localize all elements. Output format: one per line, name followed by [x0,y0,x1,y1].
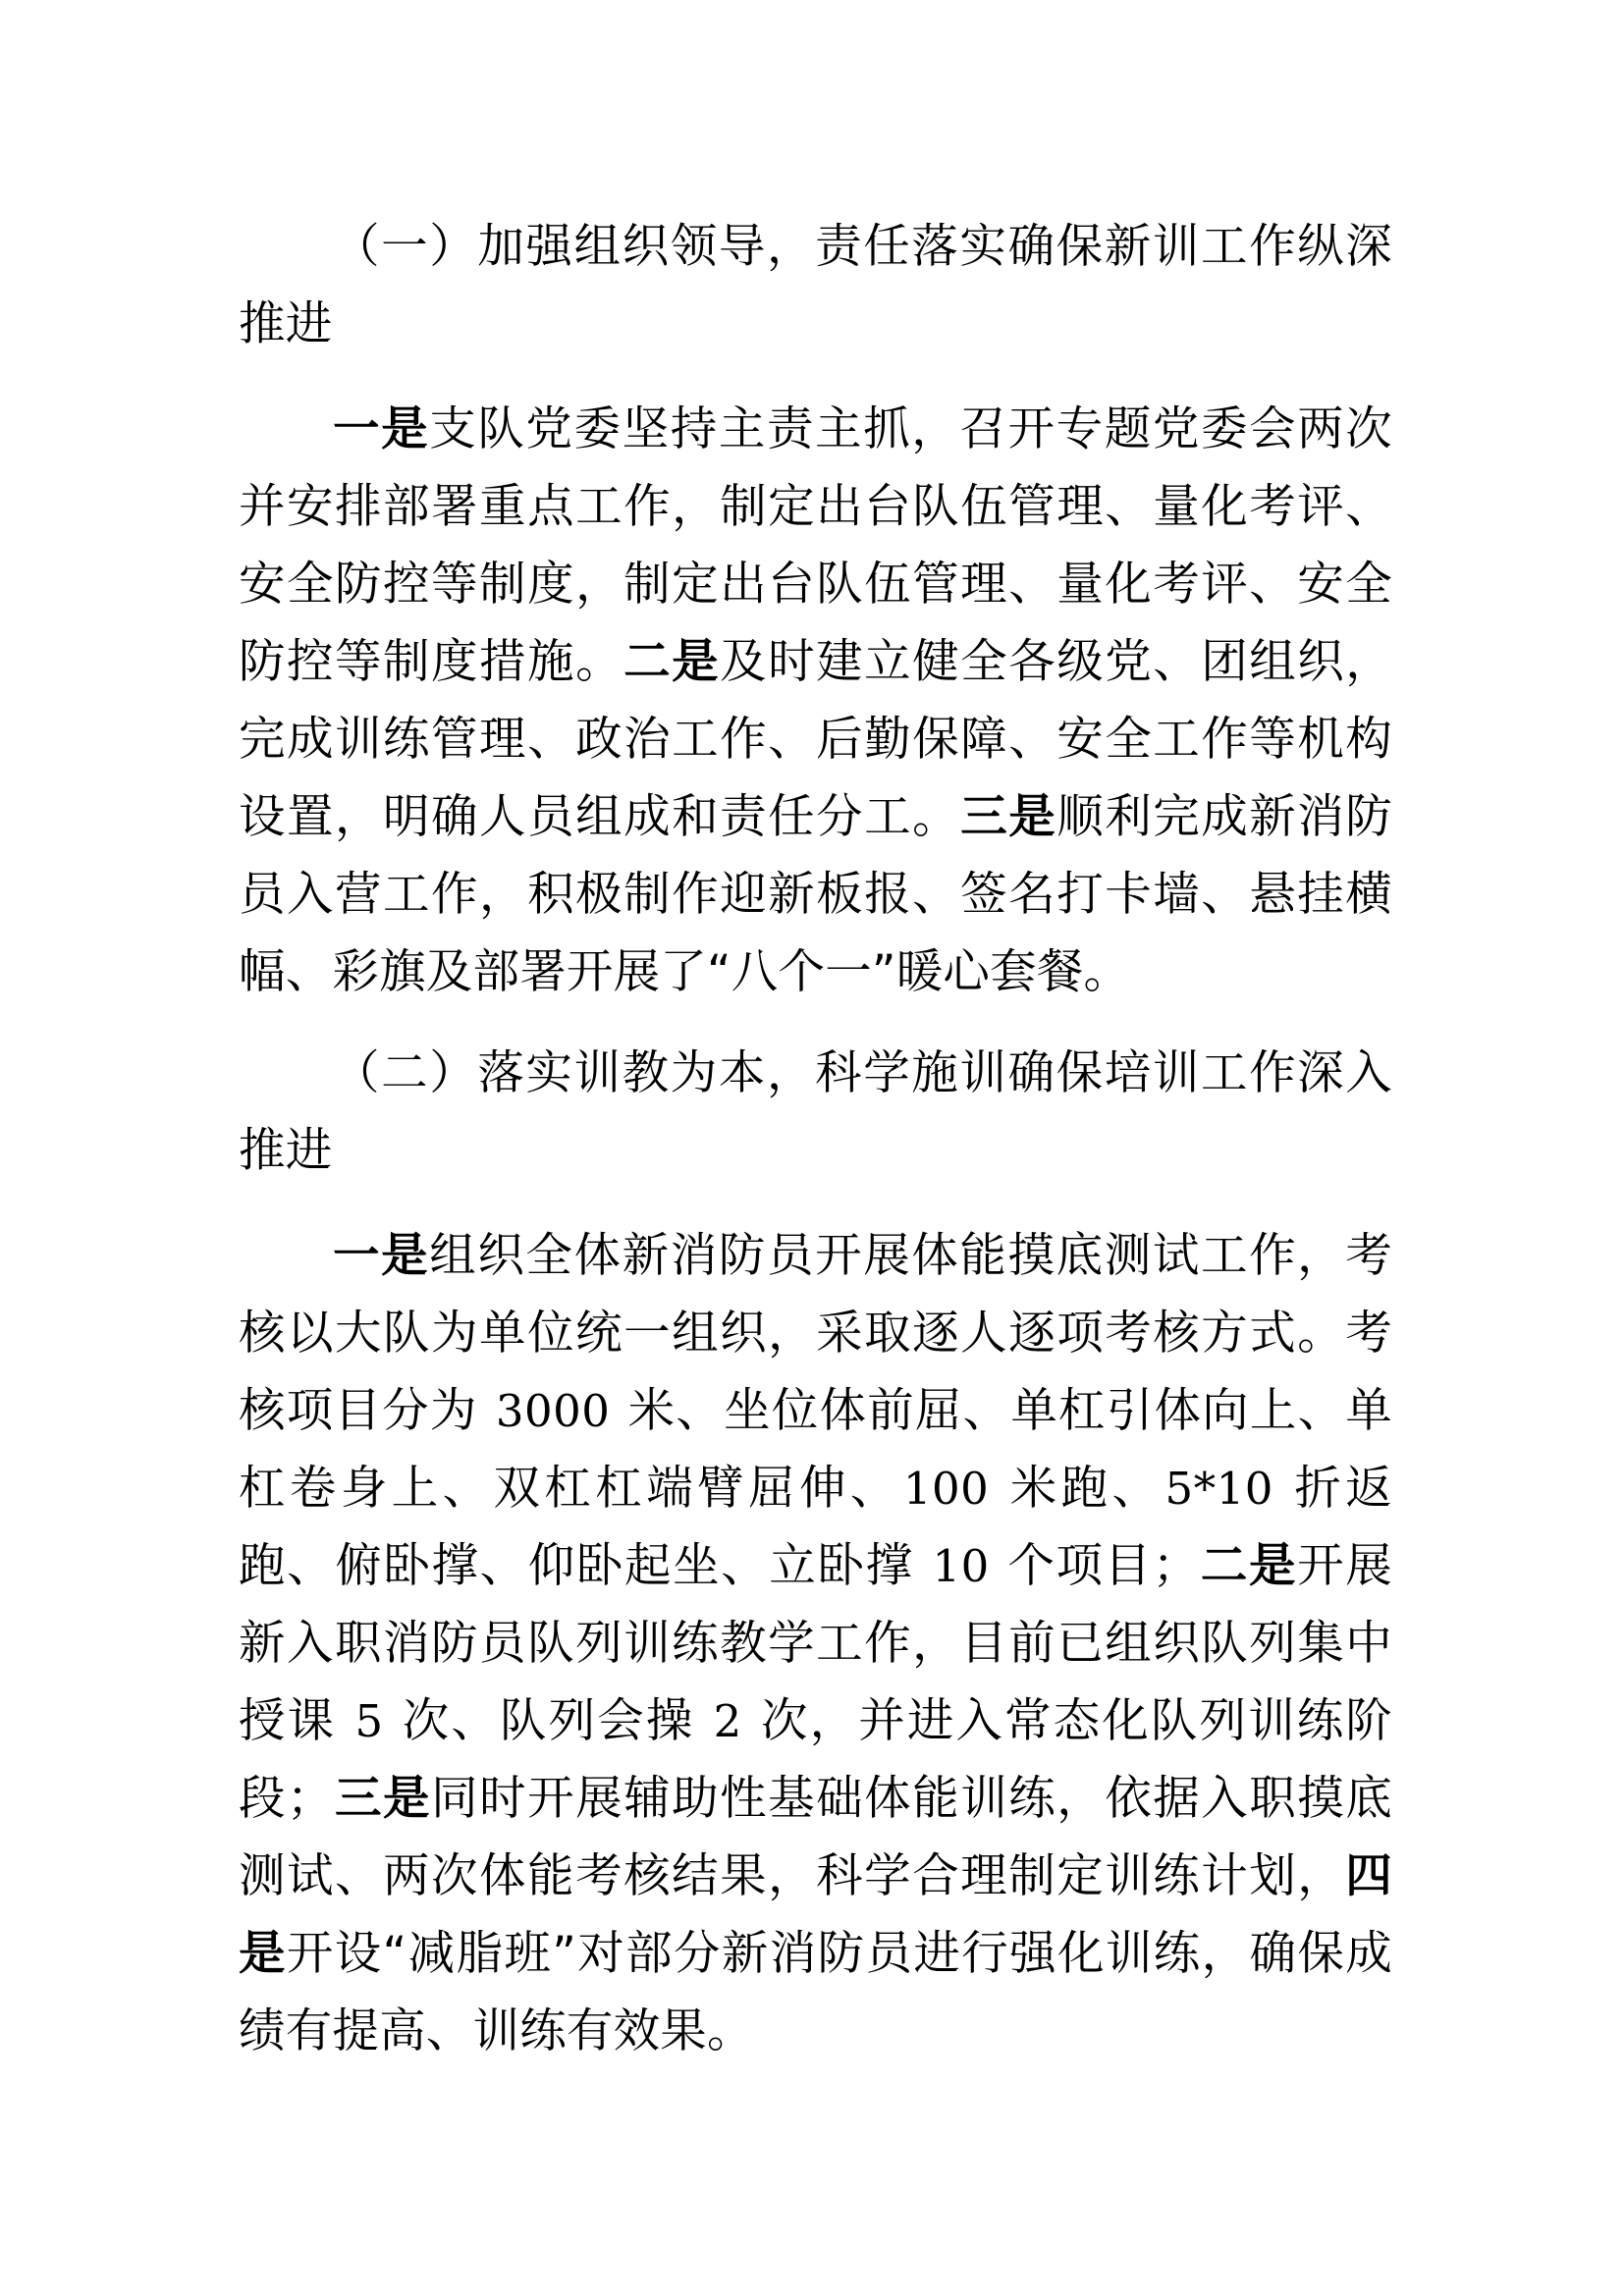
enumerator-yi-shi-2: 一是 [333,1229,430,1283]
section-paragraph-1 [239,391,1392,1011]
document-body [239,208,1392,2080]
run-text-2-4: 折返跑、俯卧撑、仰卧起坐、立卧撑 [239,1462,1392,1593]
enumerator-san-shi-1: 三是 [960,790,1057,844]
run-text-2-5: 个项目； [991,1539,1200,1593]
number-100: 100 [902,1463,990,1515]
enumerator-yi-shi-1: 一是 [333,402,430,456]
run-text-2-10: 开设“减脂班”对部分新消防员进行强化训练，确保成绩有提高、训练有效果。 [239,1927,1393,2058]
run-text-2-1: 组织全体新消防员开展体能摸底测试工作，考核以大队为单位统一组织，采取逐人逐项考核方式。考核项目分为 [239,1229,1392,1438]
number-5: 5 [354,1695,384,1747]
section-paragraph-2 [239,1217,1392,2070]
enumerator-er-shi-1: 二是 [623,635,721,689]
run-text-1-2: 及时建立健全各级党、团组织，完成训练管理、政治工作、后勤保障、安全工作等机构设置，明确人员组成和责任分工。 [239,635,1392,844]
run-text-2-2: 米、坐位体前屈、单杠引体向上、单杠卷身上、双杠杠端臂屈伸、 [239,1384,1392,1516]
run-text-1-3: 顺利完成新消防员入营工作，积极制作迎新板报、签名打卡墙、悬挂横幅、彩旗及部署开展了“八个一”暖心套餐。 [239,790,1392,999]
number-2: 2 [713,1695,742,1747]
number-3000: 3000 [495,1385,611,1437]
section-heading-1: （一）加强组织领导，责任落实确保新训工作纵深推进 [239,220,1392,351]
run-text-2-8: 次，并进入常态化队列训练阶段； [239,1694,1393,1826]
run-text-2-9: 同时开展辅助性基础体能训练，依据入职摸底测试、两次体能考核结果，科学合理制定训练计划， [239,1772,1392,1903]
number-5x10: 5*10 [1164,1463,1273,1515]
run-text-1-1: 支队党委坚持主责主抓，召开专题党委会两次并安排部署重点工作，制定出台队伍管理、量化考评、安全防控等制度，制定出台队伍管理、量化考评、安全防控等制度措施。 [239,402,1392,689]
number-10: 10 [932,1540,990,1592]
run-text-2-7: 次、队列会操 [385,1694,712,1748]
enumerator-san-shi-2: 三是 [333,1772,432,1826]
enumerator-si-shi-2: 四是 [239,1849,1392,1981]
run-text-2-6: 开展新入职消防员队列训练教学工作，目前已组织队列集中授课 [239,1539,1392,1748]
run-text-2-3: 米跑、 [991,1462,1164,1516]
section-heading-2: （二）落实训教为本，科学施训确保培训工作深入推进 [239,1046,1392,1178]
section-spacer [239,1021,1392,1035]
enumerator-er-shi-2: 二是 [1199,1539,1298,1593]
